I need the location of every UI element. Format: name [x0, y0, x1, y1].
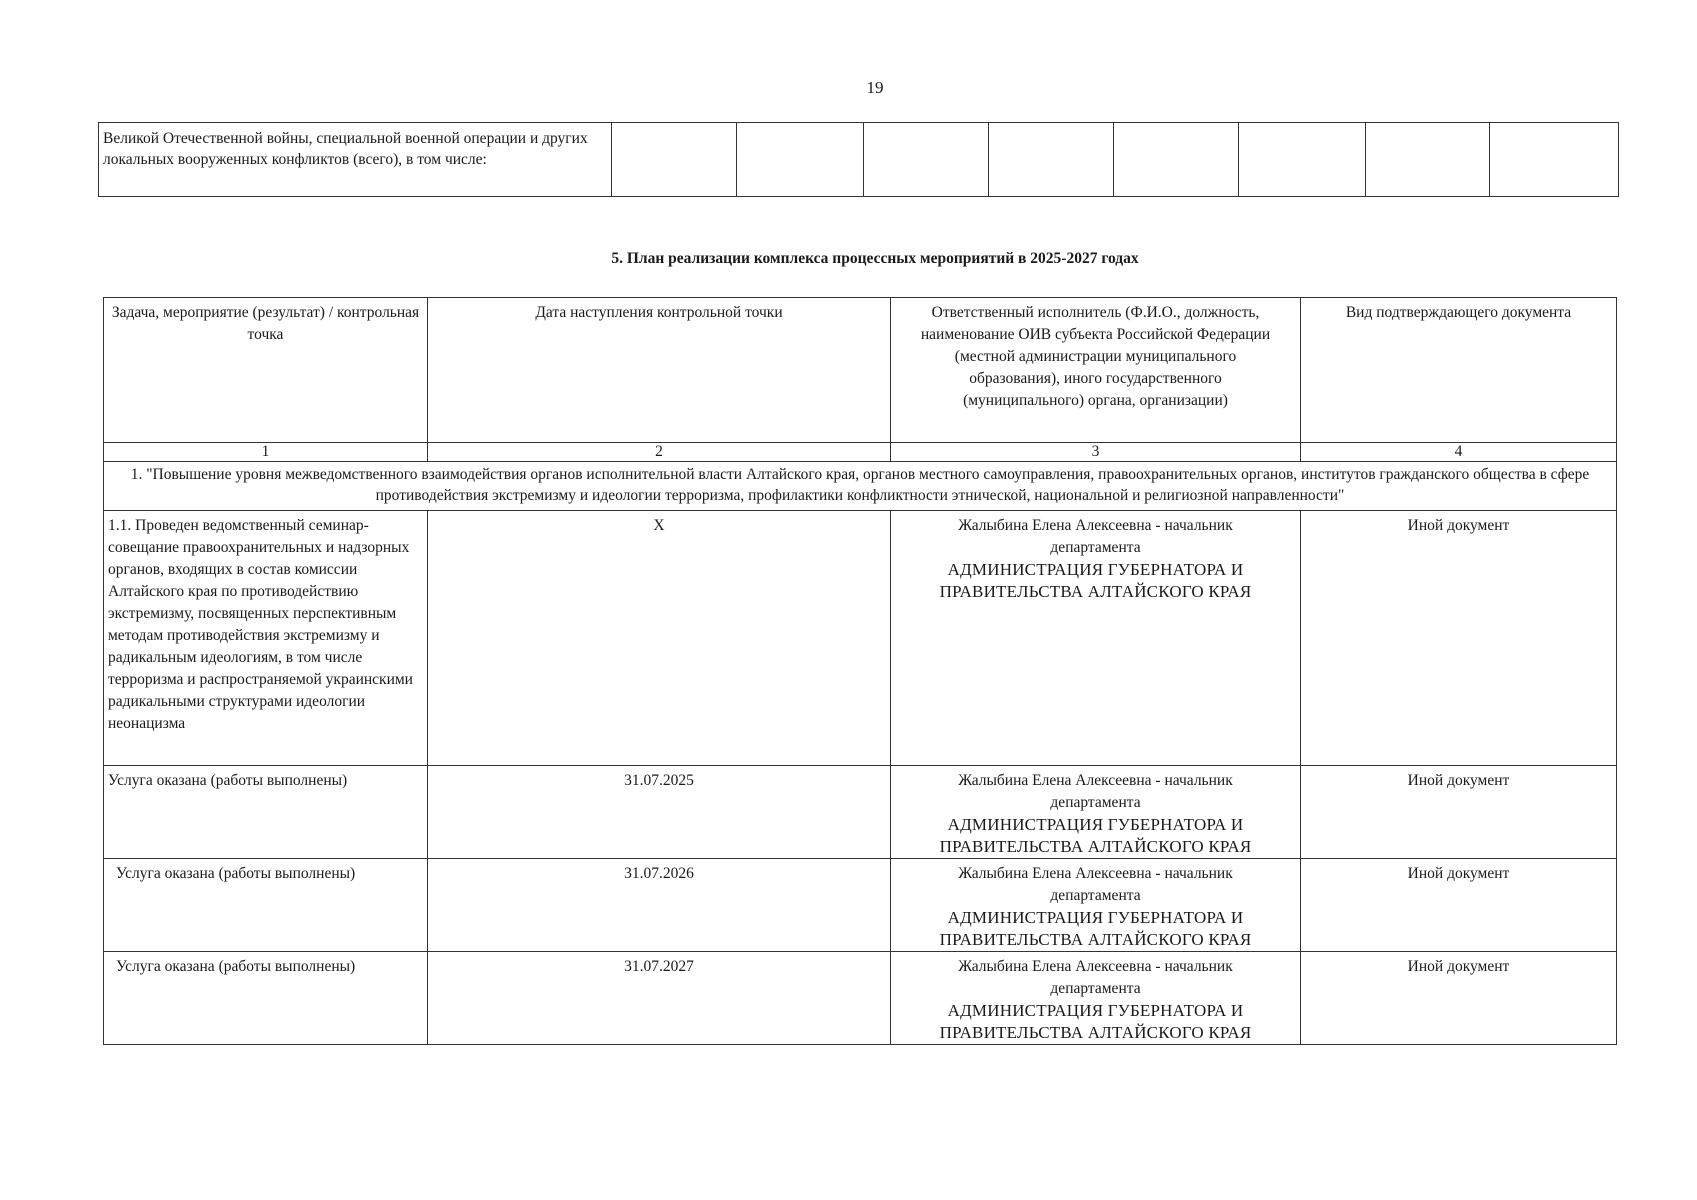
document-type: Иной документ	[1301, 952, 1617, 1045]
document-type: Иной документ	[1301, 766, 1617, 859]
activity-name: Услуга оказана (работы выполнены)	[104, 859, 428, 952]
responsible-cell	[891, 766, 1301, 859]
responsible-person: Жалыбина Елена Алексеевна - начальник департамента	[958, 517, 1233, 556]
control-date: 31.07.2026	[428, 859, 891, 952]
activity-name: Услуга оказана (работы выполнены)	[104, 952, 428, 1045]
responsible-organization: АДМИНИСТРАЦИЯ ГУБЕРНАТОРА И ПРАВИТЕЛЬСТВА АЛТАЙСКОГО КРАЯ	[939, 908, 1252, 949]
empty-cell	[1490, 123, 1619, 197]
task-title: 1. "Повышение уровня межведомственного взаимодействия органов исполнительной власти Алтайского края, органов местного самоуправления, правоохранительных органов, институтов гражданского общества в сфере противодействия экстремизму и идеологии терроризма, профилактики конфликтности этнической, национальной и религиозной направленности"	[104, 462, 1617, 511]
responsible-organization: АДМИНИСТРАЦИЯ ГУБЕРНАТОРА И ПРАВИТЕЛЬСТВА АЛТАЙСКОГО КРАЯ	[939, 560, 1252, 601]
header-document: Вид подтверждающего документа	[1301, 298, 1617, 443]
activity-name: 1.1. Проведен ведомственный семинар-совещание правоохранительных и надзорных органов, входящих в состав комиссии Алтайского края по противодействию экстремизму, посвященных перспективным методам противодействия экстремизму и радикальным идеологиям, в том числе терроризма и распространяемой украинскими радикальными структурами идеологии неонацизма	[104, 511, 428, 766]
responsible-organization: АДМИНИСТРАЦИЯ ГУБЕРНАТОРА И ПРАВИТЕЛЬСТВА АЛТАЙСКОГО КРАЯ	[939, 1001, 1252, 1042]
page-number: 19	[866, 78, 884, 97]
responsible-organization: АДМИНИСТРАЦИЯ ГУБЕРНАТОРА И ПРАВИТЕЛЬСТВА АЛТАЙСКОГО КРАЯ	[939, 815, 1252, 856]
header-task: Задача, мероприятие (результат) / контрольная точка	[104, 298, 428, 443]
control-date: 31.07.2027	[428, 952, 891, 1045]
responsible-cell	[891, 859, 1301, 952]
document-type: Иной документ	[1301, 511, 1617, 766]
header-row	[104, 298, 1617, 443]
responsible-cell	[891, 952, 1301, 1045]
empty-cell	[1365, 123, 1490, 197]
header-responsible: Ответственный исполнитель (Ф.И.О., должность, наименование ОИВ субъекта Российской Федерации (местной администрации муниципального образования), иного государственного (муниципального) органа, организации)	[891, 298, 1301, 443]
column-number: 3	[891, 443, 1301, 462]
responsible-person: Жалыбина Елена Алексеевна - начальник департамента	[958, 958, 1233, 997]
responsible-person: Жалыбина Елена Алексеевна - начальник департамента	[958, 772, 1233, 811]
control-date: Х	[428, 511, 891, 766]
table-row	[104, 511, 1617, 766]
empty-cell	[1239, 123, 1366, 197]
previous-table-fragment	[98, 122, 1619, 197]
column-number: 4	[1301, 443, 1617, 462]
table-row	[104, 766, 1617, 859]
empty-cell	[989, 123, 1114, 197]
activity-name: Услуга оказана (работы выполнены)	[104, 766, 428, 859]
table-row	[99, 123, 1619, 197]
task-title-row	[104, 462, 1617, 511]
column-number: 1	[104, 443, 428, 462]
empty-cell	[1113, 123, 1239, 197]
empty-cell	[736, 123, 863, 197]
previous-table-text-cell: Великой Отечественной войны, специальной военной операции и других локальных вооруженных конфликтов (всего), в том числе:	[99, 123, 612, 197]
section-title: 5. План реализации комплекса процессных мероприятий в 2025-2027 годах	[611, 250, 1139, 267]
empty-cell	[612, 123, 737, 197]
responsible-cell	[891, 511, 1301, 766]
plan-table	[103, 297, 1617, 1045]
column-number: 2	[428, 443, 891, 462]
document-type: Иной документ	[1301, 859, 1617, 952]
empty-cell	[863, 123, 989, 197]
responsible-person: Жалыбина Елена Алексеевна - начальник департамента	[958, 865, 1233, 904]
column-number-row	[104, 443, 1617, 462]
header-date: Дата наступления контрольной точки	[428, 298, 891, 443]
control-date: 31.07.2025	[428, 766, 891, 859]
table-row	[104, 859, 1617, 952]
table-row	[104, 952, 1617, 1045]
